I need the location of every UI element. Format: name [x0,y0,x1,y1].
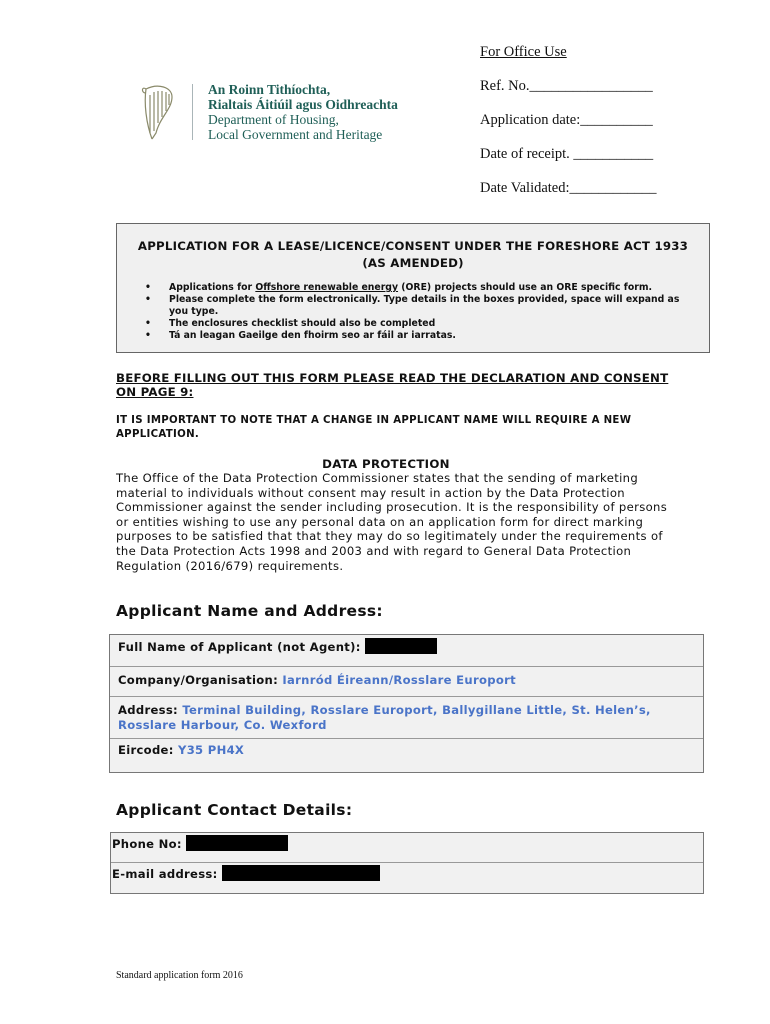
bullet-text: Tá an leagan Gaeilge den fhoirm seo ar fáil ar iarratas. [169,330,456,341]
date-validated-field: Date Validated:____________ [480,180,657,196]
bullet-text: Applications for [169,282,256,293]
notice-bullet-electronic [145,294,691,318]
eircode-row [110,739,703,772]
applicant-table [109,634,704,773]
bullet-glyph: • [145,282,151,293]
bullet-text: Please complete the form electronically. Type details in the boxes provided, space will expand as you type. [169,294,680,317]
bullet-text: (ORE) projects should use an ORE specific form. [398,282,653,293]
footer-text: Standard application form 2016 [116,970,243,981]
bullet-glyph: • [145,330,151,341]
notice-bullet-checklist [145,318,691,330]
full-name-row [110,635,703,667]
bullet-glyph: • [145,294,151,305]
ref-no-field: Ref. No._________________ [480,78,653,94]
application-date-field: Application date:__________ [480,112,653,128]
full-name-label: Full Name of Applicant (not Agent): [118,640,361,654]
company-row [110,667,703,697]
ore-link[interactable]: Offshore renewable energy [255,282,399,293]
office-use-block [480,44,740,214]
logo-divider [192,84,193,140]
notice-bullet-irish [145,330,691,342]
full-name-redacted[interactable] [365,638,437,654]
notice-box [116,223,710,353]
harp-icon [138,83,178,143]
contact-section-heading: Applicant Contact Details: [116,801,353,819]
email-redacted[interactable] [222,865,380,881]
address-value[interactable]: Terminal Building, Rosslare Europort, Ballygillane Little, St. Helen’s, Rosslare Harbour, Co. Wexford [118,703,651,732]
before-filling-notice: BEFORE FILLING OUT THIS FORM PLEASE READ THE DECLARATION AND CONSENT ON PAGE 9: [116,371,669,399]
form-title: APPLICATION FOR A LEASE/LICENCE/CONSENT UNDER THE FORESHORE ACT 1933 (AS AMENDED) [137,239,689,270]
phone-row [111,833,703,863]
logo-line-english-2: Local Government and Heritage [208,127,383,142]
address-label: Address: [118,703,178,717]
company-label: Company/Organisation: [118,673,279,687]
date-of-receipt-field: Date of receipt. ___________ [480,146,654,162]
bullet-text: The enclosures checklist should also be completed [169,318,436,329]
logo-line-irish-2: Rialtais Áitiúil agus Oidhreachta [208,97,398,112]
important-note: IT IS IMPORTANT TO NOTE THAT A CHANGE IN APPLICANT NAME WILL REQUIRE A NEW APPLICATION. [116,415,632,440]
phone-redacted[interactable] [186,835,288,851]
data-protection-title: DATA PROTECTION [322,457,450,471]
phone-label: Phone No: [112,837,182,851]
eircode-value[interactable]: Y35 PH4X [178,743,245,757]
eircode-label: Eircode: [118,743,174,757]
logo-line-irish-1: An Roinn Tithíochta, [208,82,331,97]
notice-bullet-ore [145,282,691,294]
company-value[interactable]: Iarnród Éireann/Rosslare Europort [282,673,516,687]
applicant-section-heading: Applicant Name and Address: [116,602,383,620]
office-use-heading: For Office Use [480,44,567,60]
email-label: E-mail address: [112,867,218,881]
department-logo-text [208,82,398,142]
data-protection-body: The Office of the Data Protection Commissioner states that the sending of marketing material to individuals without consent may result in action by the Data Protection Commissioner against the sender including prosecution. It is the responsibility of persons or entities wishing to use any personal data on an application form for direct marking purposes to be satisfied that that they may do so legitimately under the requirements of the Data Protection Acts 1998 and 2003 and with regard to General Data Protection Regulation (2016/679) requirements. [116,471,668,573]
logo-line-english-1: Department of Housing, [208,112,339,127]
bullet-glyph: • [145,318,151,329]
contact-table [110,832,704,894]
notice-bullets [145,282,691,342]
email-row [111,863,703,893]
address-row [110,697,703,739]
